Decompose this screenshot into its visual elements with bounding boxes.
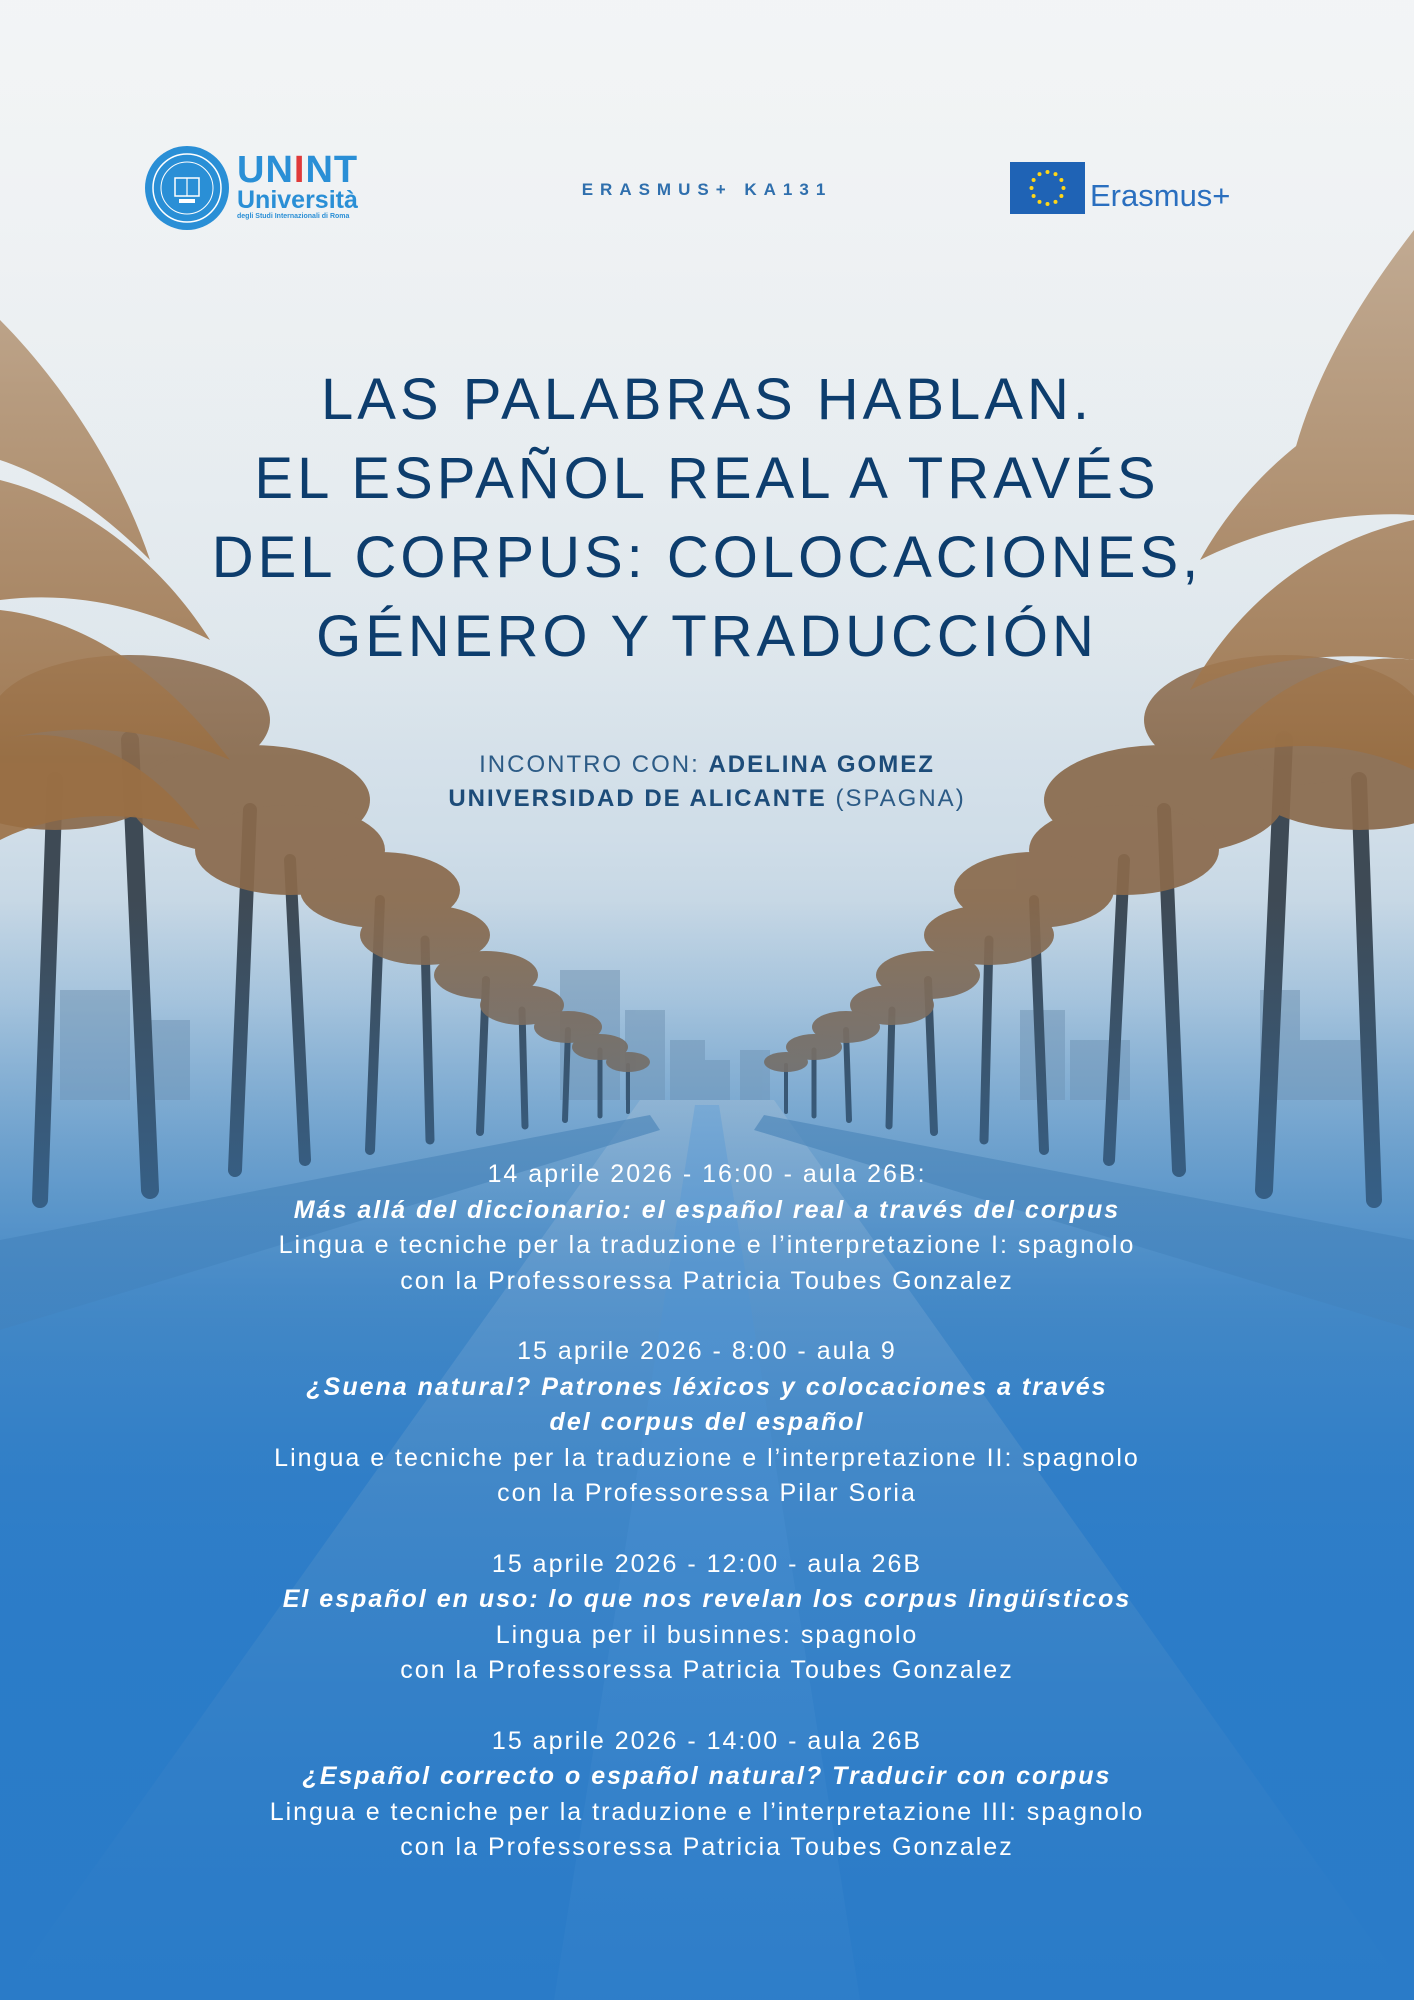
event-item bbox=[80, 1724, 1334, 1866]
speaker-intro: INCONTRO CON: bbox=[479, 751, 709, 778]
title-line: EL ESPAÑOL REAL A TRAVÉS bbox=[254, 446, 1160, 511]
erasmus-wordmark: Erasmus+ bbox=[1090, 178, 1231, 213]
speaker-university: UNIVERSIDAD DE ALICANTE bbox=[448, 785, 827, 812]
event-talk-title: El español en uso: lo que nos revelan los corpus lingüísticos bbox=[282, 1585, 1132, 1613]
event-talk-title: ¿Español correcto o español natural? Traducir con corpus bbox=[302, 1762, 1112, 1790]
program-label: ERASMUS+ KA131 bbox=[581, 180, 833, 199]
event-teacher: con la Professoressa Patricia Toubes Gonzalez bbox=[400, 1833, 1014, 1861]
erasmus-logo bbox=[1010, 162, 1270, 218]
title-line: LAS PALABRAS HABLAN. bbox=[320, 367, 1093, 432]
event-item bbox=[80, 1157, 1334, 1299]
event-item bbox=[80, 1547, 1334, 1689]
event-talk-title: Más allá del diccionario: el español real a través del corpus bbox=[293, 1195, 1121, 1224]
event-datetime: 15 aprile 2026 - 14:00 - aula 26B bbox=[491, 1726, 923, 1755]
event-talk-title: del corpus del español bbox=[549, 1408, 865, 1436]
event-title bbox=[100, 360, 1314, 676]
unint-universita: Università bbox=[237, 186, 358, 214]
speaker-name: ADELINA GOMEZ bbox=[708, 751, 935, 778]
event-item bbox=[80, 1334, 1334, 1512]
header bbox=[0, 140, 1414, 240]
event-teacher: con la Professoressa Patricia Toubes Gonzalez bbox=[400, 1656, 1014, 1684]
event-course: Lingua per il businnes: spagnolo bbox=[495, 1620, 919, 1649]
title-line: DEL CORPUS: COLOCACIONES, bbox=[211, 525, 1203, 590]
unint-wordmark: UNINT bbox=[237, 149, 359, 191]
title-line: GÉNERO Y TRADUCCIÓN bbox=[316, 604, 1098, 669]
speaker-info bbox=[0, 748, 1414, 816]
event-talk-title: ¿Suena natural? Patrones léxicos y colocaciones a través bbox=[306, 1372, 1108, 1401]
event-course: Lingua e tecniche per la traduzione e l’interpretazione II: spagnolo bbox=[274, 1443, 1140, 1472]
event-datetime: 15 aprile 2026 - 12:00 - aula 26B bbox=[491, 1549, 923, 1578]
event-course: Lingua e tecniche per la traduzione e l’interpretazione III: spagnolo bbox=[269, 1797, 1145, 1826]
event-teacher: con la Professoressa Patricia Toubes Gonzalez bbox=[400, 1266, 1014, 1295]
event-teacher: con la Professoressa Pilar Soria bbox=[497, 1479, 917, 1507]
eu-flag-icon bbox=[1010, 162, 1085, 214]
event-datetime: 14 aprile 2026 - 16:00 - aula 26B: bbox=[487, 1160, 927, 1188]
event-schedule bbox=[80, 1157, 1334, 1901]
event-datetime: 15 aprile 2026 - 8:00 - aula 9 bbox=[517, 1337, 897, 1365]
speaker-country: (SPAGNA) bbox=[826, 785, 966, 812]
event-course: Lingua e tecniche per la traduzione e l’interpretazione I: spagnolo bbox=[278, 1231, 1136, 1259]
unint-subtitle: degli Studi Internazionali di Roma bbox=[237, 213, 350, 220]
